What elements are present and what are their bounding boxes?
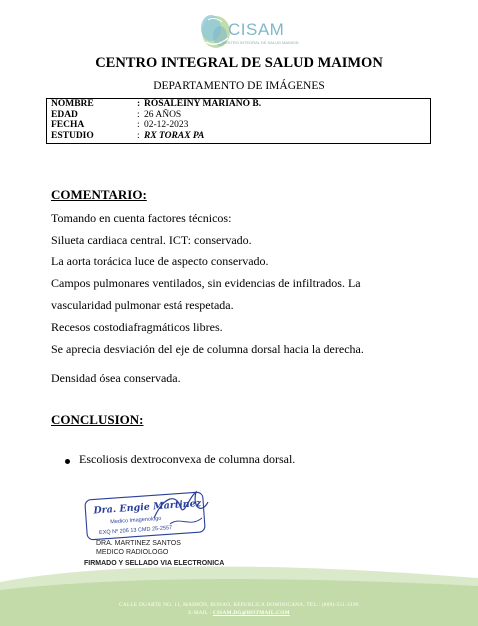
comentario-heading: COMENTARIO: [51, 187, 147, 202]
info-value-name: ROSALEINY MARIANO B. [144, 99, 262, 109]
logo-subtitle-text: CENTRO INTEGRAL DE SALUD MAIMON [222, 40, 299, 45]
logo-brand-text: CISAM [228, 20, 285, 39]
info-row-fecha [47, 120, 430, 131]
info-value-date: 02-12-2023 [144, 120, 189, 131]
comentario-line: Densidad ósea conservada. [51, 371, 181, 385]
signer-name: DRA. MARTINEZ SANTOS [96, 540, 181, 547]
comentario-line: Tomando en cuenta factores técnicos: [51, 211, 232, 225]
comentario-line: Campos pulmonares ventilados, sin evidencias de infiltrados. La [51, 276, 361, 290]
info-colon: : [137, 109, 140, 120]
info-row-nombre [47, 99, 430, 110]
footer-email-label: E-MAIL : [188, 610, 212, 616]
info-value-study: RX TORAX PA [144, 130, 205, 141]
comentario-line: Recesos costodiafragmáticos libres. [51, 320, 223, 334]
info-label: FECHA [51, 120, 85, 131]
info-colon: : [137, 99, 141, 109]
info-row-estudio [47, 131, 430, 142]
info-row-edad [47, 110, 430, 121]
stamp-name-text: Dra. Engie Martinez [93, 498, 202, 517]
info-label: NOMBRE [51, 99, 94, 109]
info-colon: : [137, 120, 140, 131]
signer-title: MEDICO RADIOLOGO [96, 549, 169, 556]
center-title: CENTRO INTEGRAL DE SALUD MAIMON [95, 55, 383, 71]
stamp-title-text: Medico Imagenologo [110, 515, 162, 526]
footer-email-link[interactable]: CISAM.DG@HOTMAIL.COM [212, 610, 290, 616]
signature-stamp [84, 488, 214, 548]
comentario-line: Silueta cardiaca central. ICT: conservado. [51, 233, 252, 247]
footer-address: CALLE DUARTE NO. 11, MAIMÓN, BONAO, REPUBLICA DOMINICANA, TEL.: (809)-551-2196 [119, 602, 359, 608]
comentario-line: Se aprecia desviación del eje de columna dorsal hacia la derecha. [51, 342, 364, 356]
info-value-age: 26 AÑOS [144, 109, 182, 120]
patient-info-box [46, 98, 431, 144]
conclusion-item: Escoliosis dextroconvexa de columna dorsal. [79, 452, 296, 466]
info-label: EDAD [51, 109, 78, 120]
department-title: DEPARTAMENTO DE IMÁGENES [153, 80, 325, 92]
comentario-line: vascularidad pulmonar está respetada. [51, 298, 234, 312]
comentario-line: La aorta torácica luce de aspecto conservado. [51, 254, 269, 268]
footer-band [0, 560, 478, 626]
bullet-dot-icon [65, 459, 70, 464]
stamp-code-text: EXQ Nº 206 13 CMD 25-2557 [98, 525, 173, 537]
info-label: ESTUDIO [51, 130, 94, 141]
conclusion-heading: CONCLUSION: [51, 412, 144, 427]
signature-note: FIRMADO Y SELLADO VIA ELECTRONICA [84, 560, 225, 567]
info-colon: : [137, 130, 140, 141]
footer-email-line [0, 610, 478, 616]
